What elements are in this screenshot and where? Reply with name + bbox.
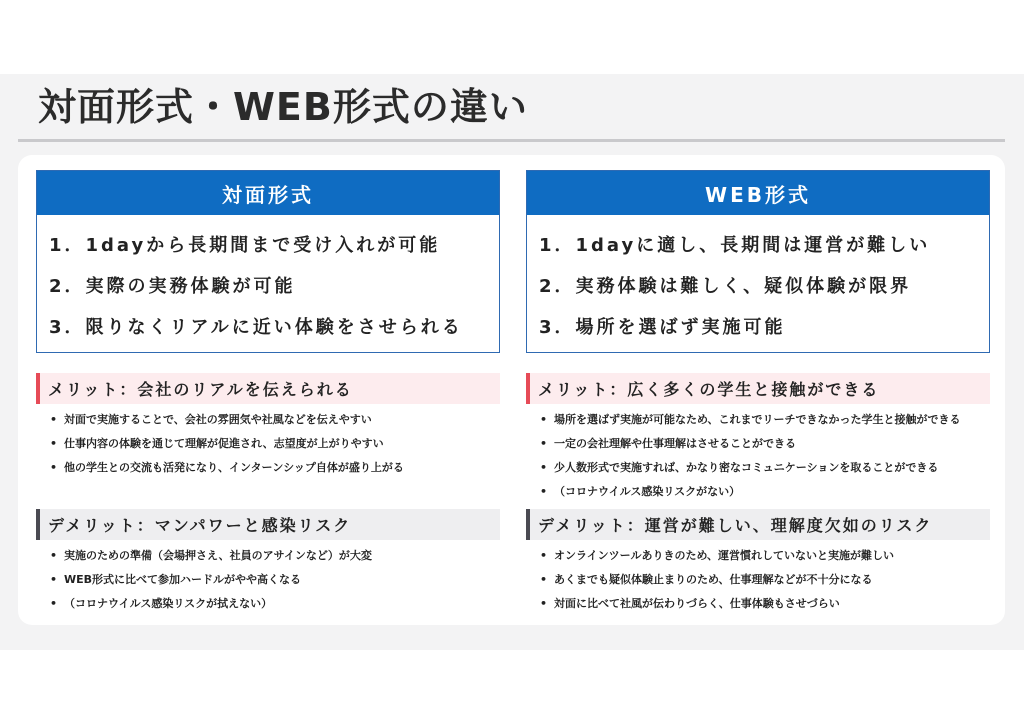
web-point-1: 1．1dayに適し、長期間は運営が難しい <box>539 235 931 256</box>
list-item: • WEB形式に比べて参加ハードルがやや高くなる <box>50 573 500 597</box>
list-item: • あくまでも疑似体験止まりのため、仕事理解などが不十分になる <box>540 573 990 597</box>
in-person-summary-box <box>36 170 500 353</box>
in-person-point-1: 1．1dayから長期間まで受け入れが可能 <box>49 235 441 256</box>
in-person-demerit-heading <box>36 509 500 540</box>
list-item: • 他の学生との交流も活発になり、インターンシップ自体が盛り上がる <box>50 461 500 485</box>
column-in-person <box>36 170 500 621</box>
column-web <box>526 170 990 621</box>
bullet-icon: • <box>50 461 58 474</box>
list-item: • 対面に比べて社風が伝わりづらく、仕事体験もさせづらい <box>540 597 990 621</box>
merit-accent-bar <box>526 373 530 404</box>
in-person-point-3: 3．限りなくリアルに近い体験をさせられる <box>49 317 463 338</box>
web-header: WEB形式 <box>527 171 989 215</box>
list-item: • 実施のための準備（会場押さえ、社員のアサインなど）が大変 <box>50 549 500 573</box>
list-item: • （コロナウイルス感染リスクがない） <box>540 485 990 509</box>
merit-heading-text: メリット：広く多くの学生と接触ができる <box>538 380 880 399</box>
bullet-icon: • <box>540 461 548 474</box>
bullet-icon: • <box>50 437 58 450</box>
merit-accent-bar <box>36 373 40 404</box>
web-demerit-list <box>526 549 990 621</box>
bullet-icon: • <box>540 437 548 450</box>
web-merit-list <box>526 413 990 509</box>
bullet-icon: • <box>50 413 58 426</box>
bullet-icon: • <box>540 413 548 426</box>
bullet-icon: • <box>540 485 548 498</box>
title-divider <box>18 139 1005 142</box>
in-person-merit-list <box>36 413 500 509</box>
list-item: • 対面で実施することで、会社の雰囲気や社風などを伝えやすい <box>50 413 500 437</box>
list-item: • 一定の会社理解や仕事理解はさせることができる <box>540 437 990 461</box>
web-point-2: 2．実務体験は難しく、疑似体験が限界 <box>539 276 912 297</box>
web-points <box>527 215 989 355</box>
bullet-icon: • <box>50 549 58 562</box>
web-merit-heading <box>526 373 990 404</box>
in-person-merit-heading <box>36 373 500 404</box>
web-point-3: 3．場所を選ばず実施可能 <box>539 317 786 338</box>
web-demerit-heading <box>526 509 990 540</box>
page-title: 対面形式・WEB形式の違い <box>38 85 528 129</box>
merit-heading-text: メリット：会社のリアルを伝えられる <box>48 380 353 399</box>
demerit-accent-bar <box>526 509 530 540</box>
list-item: • 仕事内容の体験を通じて理解が促進され、志望度が上がりやすい <box>50 437 500 461</box>
list-item: • オンラインツールありきのため、運営慣れしていないと実施が難しい <box>540 549 990 573</box>
bullet-icon: • <box>540 573 548 586</box>
demerit-heading-text: デメリット：マンパワーと感染リスク <box>48 516 352 535</box>
bullet-icon: • <box>540 549 548 562</box>
demerit-accent-bar <box>36 509 40 540</box>
list-item: • 場所を選ばず実施が可能なため、これまでリーチできなかった学生と接触ができる <box>540 413 990 437</box>
in-person-demerit-list <box>36 549 500 621</box>
bullet-icon: • <box>50 597 58 610</box>
list-item: • 少人数形式で実施すれば、かなり密なコミュニケーションを取ることができる <box>540 461 990 485</box>
web-summary-box <box>526 170 990 353</box>
bullet-icon: • <box>540 597 548 610</box>
in-person-header: 対面形式 <box>37 171 499 215</box>
bullet-icon: • <box>50 573 58 586</box>
in-person-point-2: 2．実際の実務体験が可能 <box>49 276 296 297</box>
demerit-heading-text: デメリット：運営が難しい、理解度欠如のリスク <box>538 516 933 535</box>
list-item: • （コロナウイルス感染リスクが拭えない） <box>50 597 500 621</box>
in-person-points <box>37 215 499 355</box>
